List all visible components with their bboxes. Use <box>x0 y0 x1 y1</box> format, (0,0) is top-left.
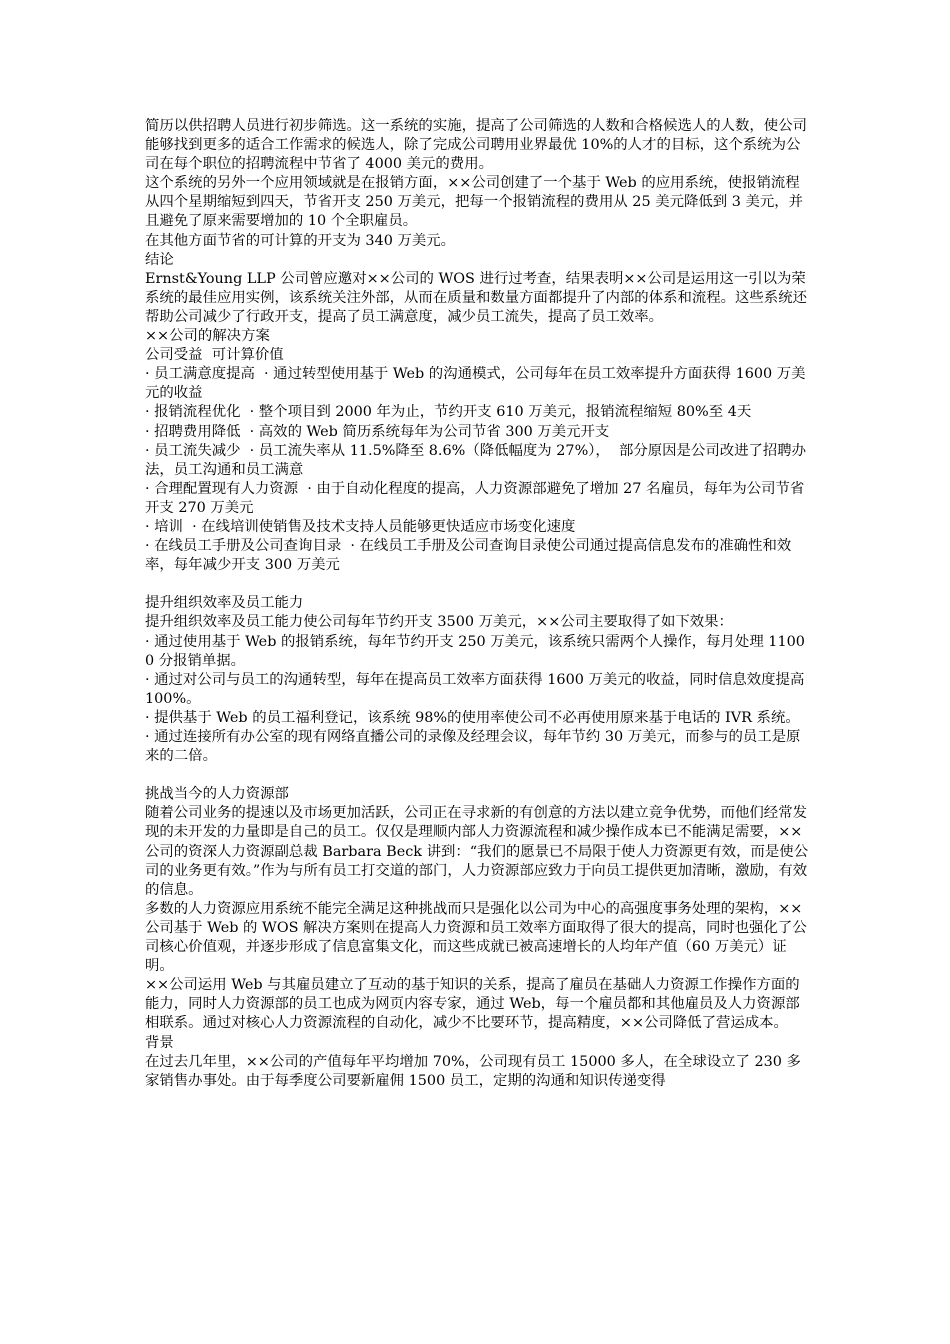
heading-challenge: 挑战当今的人力资源部 <box>145 786 289 803</box>
paragraph-challenge-1: 随着公司业务的提速以及市场更加活跃，公司正在寻求新的有创意的方法以建立竞争优势，而他们经常发现的未开发的力量即是自己的员工。仅仅是理顺内部人力资源流程和减少操作成本已不能满足需要，××公司的资深人力资源副总裁 Barbara Beck 讲到：“我们的愿景已不局限于使人力资源更有效，而是使公司的业务更有效。”作为与所有员工打交道的部门，人力资源部应致力于向员工提供更加清晰，激励，有效的信息。 <box>145 805 809 898</box>
list-item-benefit: · 合理配置现有人力资源 · 由于自动化程度的提高，人力资源部避免了增加 27 名雇员，每年为公司节省开支 270 万美元 <box>145 480 805 516</box>
paragraph-expense-system: 这个系统的另外一个应用领域就是在报销方面，××公司创建了一个基于 Web 的应用系统，使报销流程从四个星期缩短到四天，节省开支 250 万美元，把每一个报销流程的费用从 25 美元降低到 3 美元，并且避免了原来需要增加的 10 个全职雇员。 <box>145 175 804 230</box>
paragraph-challenge-3: ××公司运用 Web 与其雇员建立了互动的基于知识的关系，提高了雇员在基础人力资源工作操作方面的能力，同时人力资源部的员工也成为网页内容专家，通过 Web，每一个雇员都和其他雇员及人力资源部相联系。通过对核心人力资源流程的自动化，减少不比要环节，提高精度，××公司降低了营运成本。 <box>145 977 800 1032</box>
heading-conclusion: 结论 <box>145 251 174 268</box>
table-header-benefits: 公司受益 可计算价值 <box>145 347 284 364</box>
list-item-effect: · 提供基于 Web 的员工福利登记，该系统 98%的使用率使公司不必再使用原来基于电话的 IVR 系统。 <box>145 709 800 726</box>
list-item-effect: · 通过使用基于 Web 的报销系统，每年节约开支 250 万美元，该系统只需两个人操作，每月处理 11000 分报销单据。 <box>145 633 805 669</box>
heading-solution: ××公司的解决方案 <box>145 328 270 345</box>
paragraph-resume-screening: 简历以供招聘人员进行初步筛选。这一系统的实施，提高了公司筛选的人数和合格候选人的人数，使公司能够找到更多的适合工作需求的候选人，除了完成公司聘用业界最优 10%的人才的目标，这个系统为公司在每个职位的招聘流程中节省了 4000 美元的费用。 <box>145 118 807 173</box>
paragraph-efficiency-intro: 提升组织效率及员工能力使公司每年节约开支 3500 万美元，××公司主要取得了如下效果： <box>145 614 733 631</box>
list-item-benefit: · 员工满意度提高 · 通过转型使用基于 Web 的沟通模式，公司每年在员工效率提升方面获得 1600 万美元的收益 <box>145 366 806 402</box>
paragraph-challenge-2: 多数的人力资源应用系统不能完全满足这种挑战而只是强化以公司为中心的高强度事务处理的架构，××公司基于 Web 的 WOS 解决方案则在提高人力资源和员工效率方面取得了很大的提高，同时也强化了公司核心价值观，并逐步形成了信息富集文化，而这些成就已被高速增长的人均年产值（60 万美元）证明。 <box>145 900 807 975</box>
paragraph-other-savings: 在其他方面节省的可计算的开支为 340 万美元。 <box>145 232 456 249</box>
list-item-effect: · 通过对公司与员工的沟通转型，每年在提高员工效率方面获得 1600 万美元的收益，同时信息效度提高 100%。 <box>145 671 809 707</box>
list-item-benefit: · 员工流失减少 · 员工流失率从 11.5%降至 8.6%（降低幅度为 27%）， 部分原因是公司改进了招聘办法，员工沟通和员工满意 <box>145 442 807 478</box>
document-page <box>145 117 813 1091</box>
list-item-benefit: · 报销流程优化 · 整个项目到 2000 年为止，节约开支 610 万美元，报销流程缩短 80%至 4天 <box>145 404 752 421</box>
list-item-benefit: · 在线员工手册及公司查询目录 · 在线员工手册及公司查询目录使公司通过提高信息发布的准确性和效率，每年减少开支 300 万美元 <box>145 538 792 574</box>
blank-line <box>145 575 813 594</box>
paragraph-background: 在过去几年里，××公司的产值每年平均增加 70%，公司现有员工 15000 多人，在全球设立了 230 多家销售办事处。由于每季度公司要新雇佣 1500 员工，定期的沟通和知识传递变得 <box>145 1053 801 1089</box>
list-item-benefit: · 培训 · 在线培训使销售及技术支持人员能够更快适应市场变化速度 <box>145 518 576 535</box>
list-item-effect: · 通过连接所有办公室的现有网络直播公司的录像及经理会议，每年节约 30 万美元，而参与的员工是原来的二倍。 <box>145 729 801 765</box>
paragraph-ernst-young: Ernst&Young LLP 公司曾应邀对××公司的 WOS 进行过考查，结果表明××公司是运用这一引以为荣系统的最佳应用实例，该系统关注外部，从而在质量和数量方面都提升了内部的体系和流程。这些系统还帮助公司减少了行政开支，提高了员工满意度，减少员工流失，提高了员工效率。 <box>145 270 807 325</box>
heading-efficiency: 提升组织效率及员工能力 <box>145 595 304 612</box>
heading-background: 背景 <box>145 1034 174 1051</box>
list-item-benefit: · 招聘费用降低 · 高效的 Web 简历系统每年为公司节省 300 万美元开支 <box>145 423 610 440</box>
blank-line <box>145 766 813 785</box>
